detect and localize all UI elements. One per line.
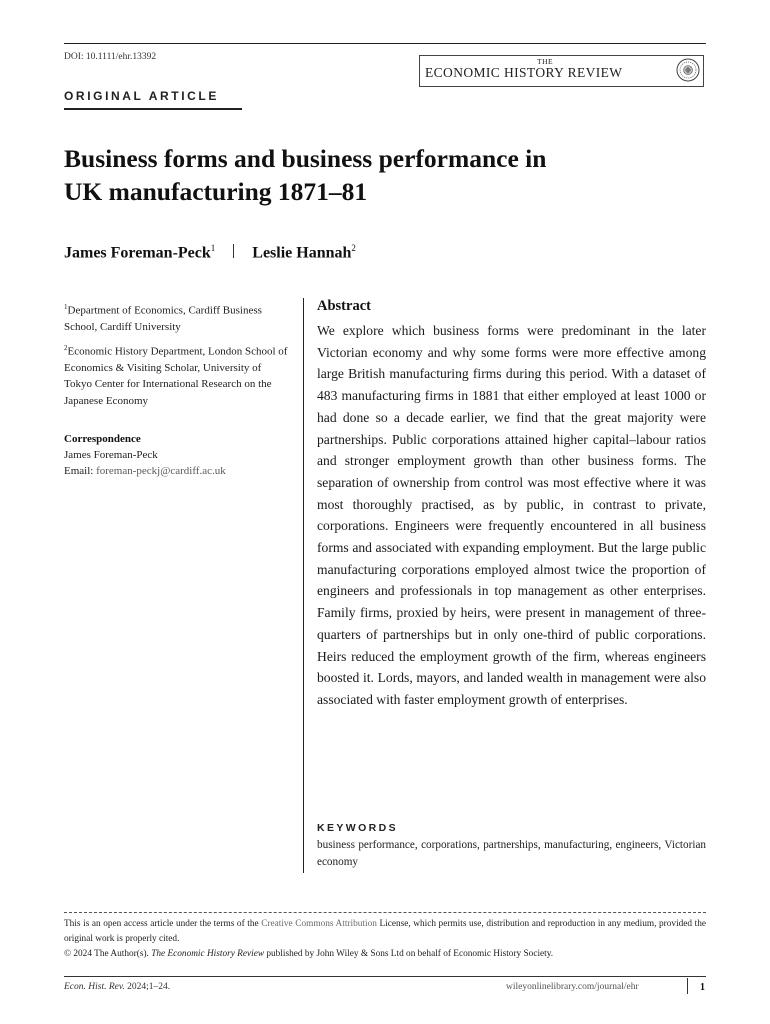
- footer-page-separator: [687, 978, 688, 994]
- email-label: Email:: [64, 465, 97, 477]
- author-separator: [233, 244, 234, 258]
- article-title-line-2: UK manufacturing 1871–81: [64, 177, 368, 206]
- society-seal-icon: [676, 58, 700, 82]
- license-separator: [64, 912, 706, 913]
- article-title-line-1: Business forms and business performance in: [64, 144, 547, 173]
- affiliation-1-text: Department of Economics, Cardiff Business School, Cardiff University: [64, 304, 262, 334]
- email-link[interactable]: foreman-peckj@cardiff.ac.uk: [96, 465, 226, 477]
- footer-journal-url[interactable]: wileyonlinelibrary.com/journal/ehr: [506, 982, 639, 992]
- license-text-post: License, which permits use, distribution and reproduction in any medium, provided the original work is properly cited.: [64, 919, 707, 944]
- copyright-pre: © 2024 The Author(s).: [64, 949, 152, 959]
- copyright-post: published by John Wiley & Sons Ltd on behalf of Economic History Society.: [264, 949, 554, 959]
- journal-logo-name: ECONOMIC HISTORY REVIEW: [425, 65, 623, 80]
- keywords-text: business performance, corporations, partnerships, manufacturing, engineers, Victorian economy: [317, 839, 706, 868]
- affiliation-2: [64, 340, 289, 410]
- affiliation-1: [64, 299, 289, 336]
- author-name-2[interactable]: Leslie Hannah: [252, 244, 352, 262]
- affiliation-2-text: Economic History Department, London School of Economics & Visiting Scholar, University of Tokyo Center for International Research on the Japanese Economy: [64, 345, 288, 407]
- keywords-heading: KEYWORDS: [317, 822, 399, 834]
- license-text-pre: This is an open access article under the terms of the: [64, 919, 262, 929]
- author-list: [64, 243, 356, 262]
- correspondence-email-line: [64, 465, 226, 477]
- footer-rule: [64, 976, 706, 977]
- cc-by-link[interactable]: Creative Commons Attribution: [261, 919, 377, 929]
- abstract-heading: Abstract: [317, 298, 371, 314]
- license-notice: [64, 917, 706, 962]
- article-title: [64, 142, 684, 208]
- footer-volume-pages: 2024;1–24.: [124, 982, 171, 992]
- footer-citation: [64, 982, 170, 992]
- copyright-statement: [64, 947, 706, 962]
- license-statement: [64, 917, 706, 947]
- abstract-text: We explore which business forms were predominant in the later Victorian economy and why some forms were more effective among large British manufacturing firms during this period. With a dataset of 483 manufacturing firms in 1881 that either employed at least 1000 or had done so a decade earlier, we find that the great majority were partnerships. Public corporations attained higher capital–labour ratios and stronger employment growth than other business forms. The separation of ownership from control was most effective where it was most thoroughly practised, as by public, in contrast to private, corporations. Engineers were frequently encountered in all business forms and associated with expanding employment. But the large public manufacturing corporations employed almost twice the proportion of engineers and professionals in top management as other enterprises. Family firms, proxied by heirs, were present in management of three-quarters of partnerships but in only one-third of public corporations. Heirs reduced the employment growth of the firm, whereas engineers boosted it. Lords, mayors, and landed wealth in management were also associated with faster employment growth of enterprises.: [317, 323, 706, 707]
- affiliations: [64, 299, 289, 413]
- author-affil-ref-2[interactable]: 2: [351, 243, 356, 253]
- page-number: 1: [700, 982, 705, 993]
- copyright-journal: The Economic History Review: [151, 949, 265, 959]
- doi[interactable]: DOI: 10.1111/ehr.13392: [64, 52, 157, 62]
- correspondence-heading: Correspondence: [64, 433, 141, 445]
- author-name-1[interactable]: James Foreman-Peck: [64, 244, 211, 262]
- abstract-divider: [303, 298, 304, 873]
- affiliation-1-sup: 1: [64, 303, 68, 311]
- footer-journal-abbrev: Econ. Hist. Rev.: [64, 982, 125, 992]
- article-type-rule: [64, 108, 242, 110]
- article-type-label: ORIGINAL ARTICLE: [64, 89, 219, 103]
- correspondence-name: James Foreman-Peck: [64, 449, 158, 461]
- affiliation-2-sup: 2: [64, 343, 68, 352]
- top-rule: [64, 43, 706, 44]
- author-affil-ref-1[interactable]: 1: [210, 243, 216, 253]
- journal-logo-the: THE: [537, 57, 554, 66]
